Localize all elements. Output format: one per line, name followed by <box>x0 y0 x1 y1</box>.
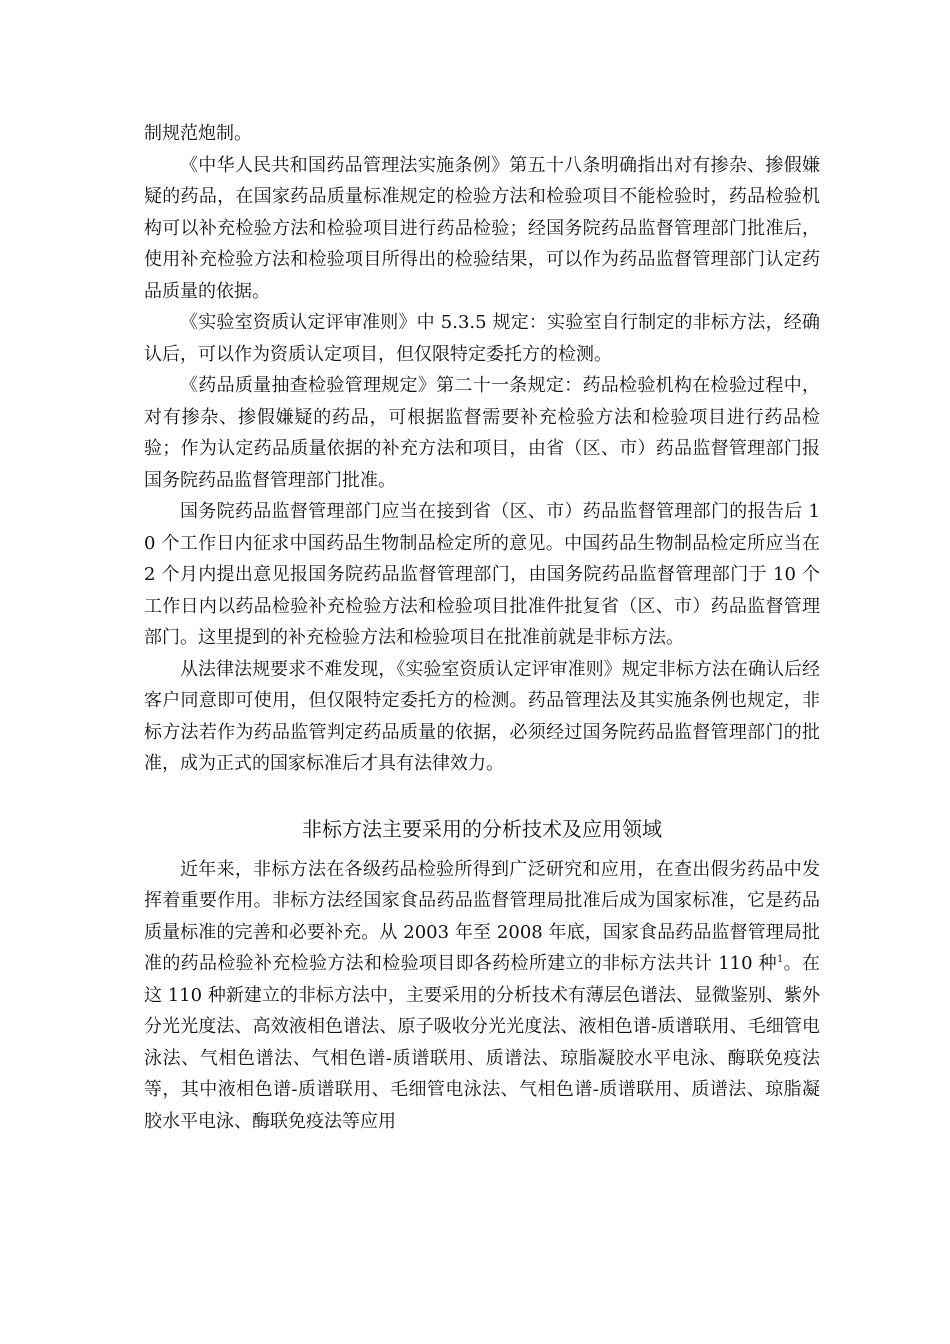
paragraph-analysis-techniques <box>144 854 820 1138</box>
paragraph-carryover: 制规范炮制。 <box>144 123 252 144</box>
paragraph-lab-accreditation-rule: 《实验室资质认定评审准则》中 5.3.5 规定：实验室自行制定的非标方法，经确认后，可以作为资质认定项目，但仅限特定委托方的检测。 <box>144 312 820 365</box>
paragraph-text-part-1: 近年来，非标方法在各级药品检验所得到广泛研究和应用，在查出假劣药品中发挥着重要作用。非标方法经国家食品药品监督管理局批准后成为国家标准，它是药品质量标准的完善和必要补充。从 2003 年至 2008 年底，国家食品药品监督管理局批准的药品检验补充检验方法和检验项目即各药检所建立的非标方法共计 110 种 <box>144 858 820 974</box>
paragraph-approval-procedure: 国务院药品监督管理部门应当在接到省（区、市）药品监督管理部门的报告后 10 个工作日内征求中国药品生物制品检定所的意见。中国药品生物制品检定所应当在 2 个月内提出意见报国务院药品监督管理部门，由国务院药品监督管理部门于 10 个工作日内以药品检验补充检验方法和检验项目批准件批复省（区、市）药品监督管理部门。这里提到的补充检验方法和检验项目在批准前就是非标方法。 <box>144 501 820 648</box>
paragraph-sampling-inspection-rule: 《药品质量抽查检验管理规定》第二十一条规定：药品检验机构在检验过程中，对有掺杂、掺假嫌疑的药品，可根据监督需要补充检验方法和检验项目进行药品检验；作为认定药品质量依据的补充方法和项目，由省（区、市）药品监督管理部门报国务院药品监督管理部门批准。 <box>144 375 820 491</box>
paragraph-text-part-2: 。在这 110 种新建立的非标方法中，主要采用的分析技术有薄层色谱法、显微鉴别、紫外分光光度法、高效液相色谱法、原子吸收分光光度法、液相色谱-质谱联用、毛细管电泳法、气相色谱法、气相色谱-质谱联用、质谱法、琼脂凝胶水平电泳、酶联免疫法等，其中液相色谱-质谱联用、毛细管电泳法、气相色谱-质谱联用、质谱法、琼脂凝胶水平电泳、酶联免疫法等应用 <box>144 953 821 1132</box>
footnote-reference[interactable]: 1 <box>776 954 784 965</box>
paragraph-regulation-article-58: 《中华人民共和国药品管理法实施条例》第五十八条明确指出对有掺杂、掺假嫌疑的药品，在国家药品质量标准规定的检验方法和检验项目不能检验时，药品检验机构可以补充检验方法和检验项目进行药品检验；经国务院药品监督管理部门批准后，使用补充检验方法和检验项目所得出的检验结果，可以作为药品监督管理部门认定药品质量的依据。 <box>144 154 820 302</box>
paragraph-legal-summary: 从法律法规要求不难发现，《实验室资质认定评审准则》规定非标方法在确认后经客户同意即可使用，但仅限特定委托方的检测。药品管理法及其实施条例也规定，非标方法若作为药品监管判定药品质量的依据，必须经过国务院药品监督管理部门的批准，成为正式的国家标准后才具有法律效力。 <box>144 658 820 774</box>
section-heading: 非标方法主要采用的分析技术及应用领域 <box>302 816 662 841</box>
document-body <box>144 118 820 1137</box>
